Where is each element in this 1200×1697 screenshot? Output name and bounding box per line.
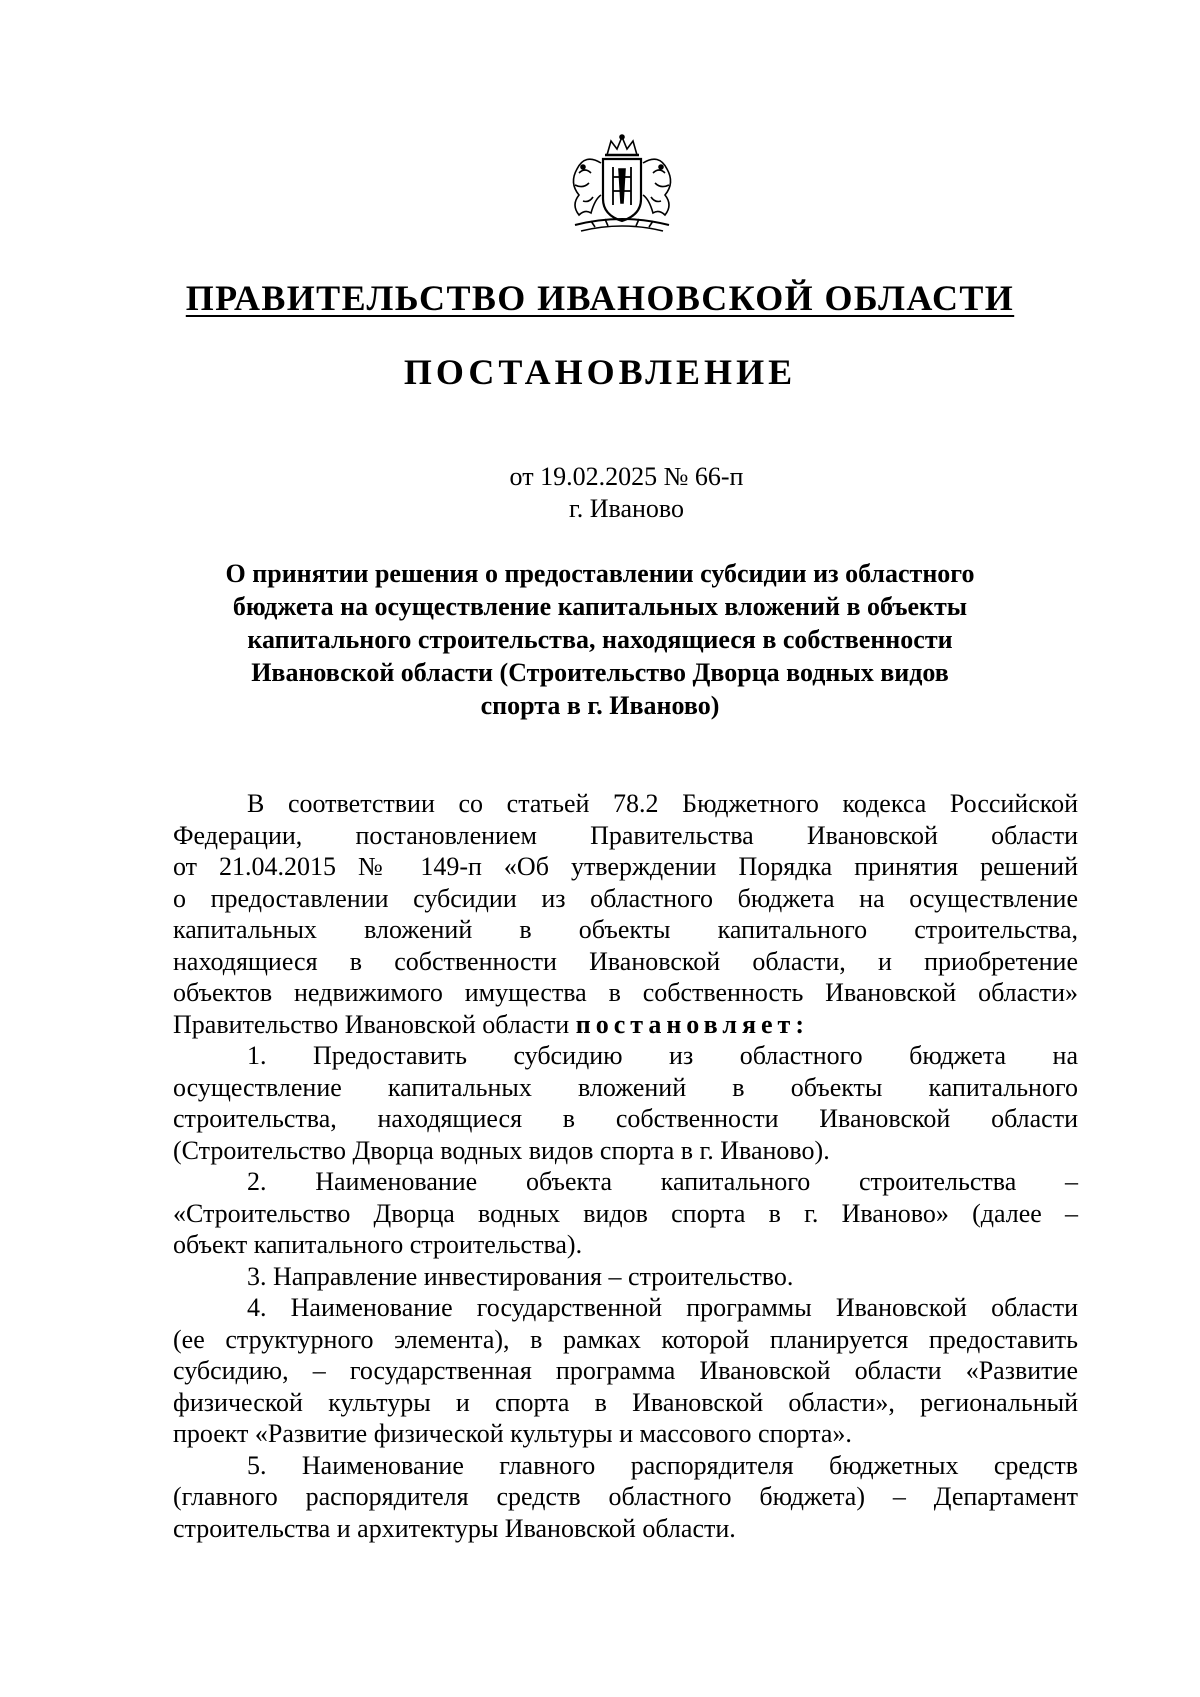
item-2-line: «Строительство Дворца водных видов спорта в г. Иваново» (далее – bbox=[173, 1198, 1078, 1228]
document-title bbox=[0, 557, 1200, 722]
document-body bbox=[173, 788, 1078, 1544]
decree-word: постановляет: bbox=[575, 1009, 809, 1039]
item-4-line: субсидию, – государственная программа Ивановской области «Развитие bbox=[173, 1356, 1078, 1385]
item-4-line: физической культуры и спорта в Ивановской области», региональный bbox=[173, 1387, 1078, 1417]
preamble-closing-line bbox=[173, 1009, 1078, 1041]
document-date-number: от 19.02.2025 № 66-п bbox=[509, 462, 744, 491]
title-line: спорта в г. Иваново) bbox=[480, 691, 720, 720]
item-4-line: 4. Наименование государственной программы Ивановской области bbox=[247, 1293, 1078, 1322]
item-5-line: 5. Наименование главного распорядителя бюджетных средств bbox=[247, 1450, 1078, 1480]
item-1-line: строительства, находящиеся в собственности Ивановской области bbox=[173, 1104, 1078, 1133]
organization-heading: ПРАВИТЕЛЬСТВО ИВАНОВСКОЙ ОБЛАСТИ bbox=[185, 278, 1015, 318]
title-line: бюджета на осуществление капитальных вложений в объекты bbox=[232, 592, 968, 621]
document-type-heading: ПОСТАНОВЛЕНИЕ bbox=[403, 352, 797, 392]
preamble-line: объектов недвижимого имущества в собственность Ивановской области» bbox=[173, 978, 1078, 1007]
title-line: Ивановской области (Строительство Дворца водных видов bbox=[251, 658, 949, 687]
coat-of-arms-emblem bbox=[555, 133, 689, 239]
item-1-line: (Строительство Дворца водных видов спорта в г. Иваново). bbox=[173, 1135, 830, 1165]
item-2-line: 2. Наименование объекта капитального строительства – bbox=[247, 1167, 1078, 1196]
item-3-line: 3. Направление инвестирования – строительство. bbox=[247, 1261, 794, 1291]
title-line: капитального строительства, находящиеся в собственности bbox=[247, 625, 953, 654]
item-5-line: строительства и архитектуры Ивановской области. bbox=[173, 1513, 736, 1543]
preamble-last-text: Правительство Ивановской области bbox=[173, 1009, 570, 1039]
item-5-line: (главного распорядителя средств областного бюджета) – Департамент bbox=[173, 1482, 1078, 1511]
item-1-line: осуществление капитальных вложений в объекты капитального bbox=[173, 1072, 1078, 1102]
preamble-line: находящиеся в собственности Ивановской области, и приобретение bbox=[173, 946, 1078, 976]
document-city: г. Иваново bbox=[569, 494, 684, 523]
preamble-line: о предоставлении субсидии из областного бюджета на осуществление bbox=[173, 883, 1078, 913]
item-4-line: проект «Развитие физической культуры и массового спорта». bbox=[173, 1419, 852, 1448]
preamble-line: капитальных вложений в объекты капитального строительства, bbox=[173, 915, 1078, 944]
title-line: О принятии решения о предоставлении субсидии из областного bbox=[225, 559, 975, 588]
preamble-line: Федерации, постановлением Правительства Ивановской области bbox=[173, 820, 1078, 850]
item-1-line: 1. Предоставить субсидию из областного бюджета на bbox=[247, 1041, 1078, 1070]
preamble-line: от 21.04.2015 № 149-п «Об утверждении Порядка принятия решений bbox=[173, 852, 1078, 881]
item-4-line: (ее структурного элемента), в рамках которой планируется предоставить bbox=[173, 1324, 1078, 1354]
preamble-line: В соответствии со статьей 78.2 Бюджетного кодекса Российской bbox=[247, 789, 1078, 818]
item-2-line: объект капитального строительства). bbox=[173, 1230, 583, 1259]
